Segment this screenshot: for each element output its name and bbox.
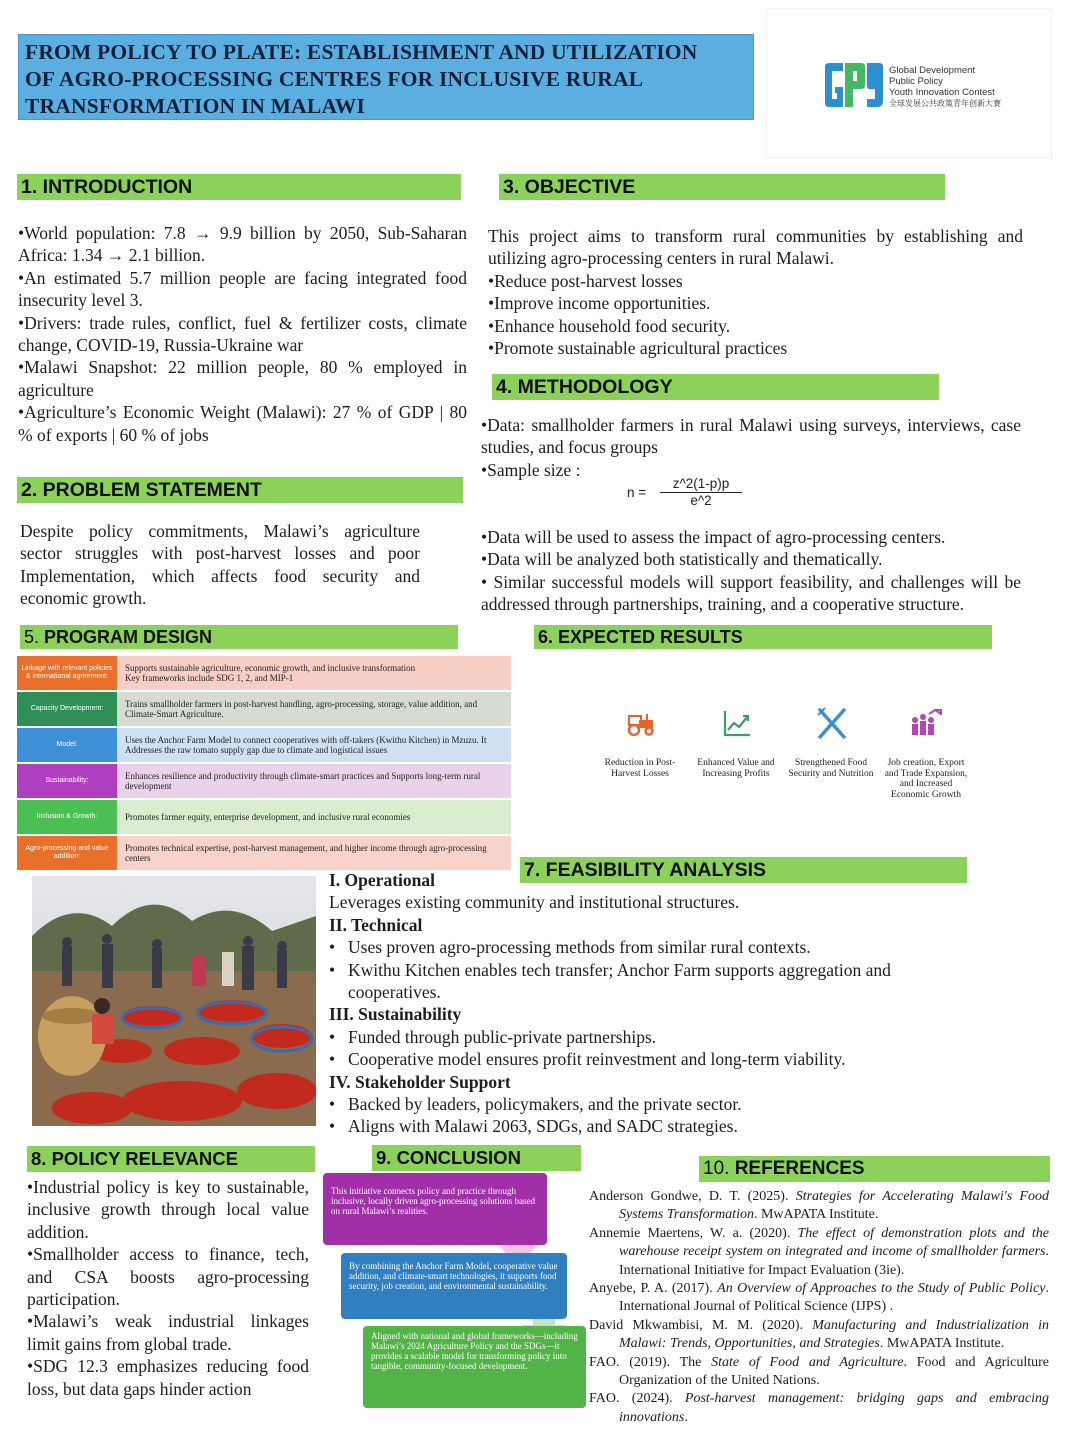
program-row	[17, 800, 511, 834]
tractor-icon	[625, 708, 657, 738]
program-row-text: Promotes technical expertise, post-harvest management, and higher income through agro-processing centers	[117, 836, 511, 870]
reference-item: Anyebe, P. A. (2017). An Overview of Approaches to the Study of Public Policy. International Journal of Political Science (IJPS) .	[589, 1281, 1049, 1315]
program-row-text: Trains smallholder farmers in post-harvest handling, agro-processing, storage, value addition, and Climate-Smart Agriculture.	[117, 692, 511, 726]
program-row	[17, 728, 511, 762]
sample-size-formula: n = z^2(1-p)p e^2	[627, 476, 757, 510]
objective-body: This project aims to transform rural communities by establishing and utilizing agro-processing centers in rural Malawi. •Reduce post-harvest losses •Improve income opportunities. •Enhance household food security. •Promote sustainable agricultural practices	[488, 226, 1023, 359]
conclusion-header: 9. CONCLUSION	[372, 1145, 581, 1171]
poster-title	[18, 34, 754, 120]
program-header: 5. PROGRAM DESIGN	[20, 625, 458, 649]
conclusion-box-3: Aligned with national and global frameworks—including Malawi’s 2024 Agriculture Policy and the SDGs—it provides a scalable model for transforming policy into tangible, community-focused development.	[363, 1326, 586, 1408]
results-header: 6. EXPECTED RESULTS	[534, 625, 992, 649]
program-row-label: Linkage with relevant policies & international agreement:	[17, 656, 117, 690]
program-row-label: Agro-processing and value addition:	[17, 836, 117, 870]
methodology-header: 4. METHODOLOGY	[492, 374, 939, 400]
feasibility-body: I. Operational Leverages existing community and institutional structures. II. Technical • Uses proven agro-processing methods from similar rural contexts. • Kwithu Kitchen enables tech transfer; Anchor Farm supports aggregation and cooperatives. III. Sustainability • Funded through public-private partnerships. • Cooperative model ensures profit reinvestment and long-term viability. IV. Stakeholder Support • Backed by leaders, policymakers, and the private sector. • Aligns with Malawi 2063, SDGs, and SADC strategies.	[329, 869, 949, 1138]
problem-body: Despite policy commitments, Malawi’s agriculture sector struggles with post-harvest losses and poor Implementation, which affects food security and economic growth.	[20, 521, 420, 609]
methodology-body-bottom: •Data will be used to assess the impact of agro-processing centers. •Data will be analyzed both statistically and thematically. • Similar successful models will support feasibility, and challenges will be addressed through partnerships, training, and a cooperative structure.	[481, 527, 1021, 615]
problem-header: 2. PROBLEM STATEMENT	[17, 477, 463, 503]
program-row-text: Promotes farmer equity, enterprise development, and inclusive rural economies	[117, 800, 511, 834]
feasibility-header: 7. FEASIBILITY ANALYSIS	[520, 857, 967, 883]
result-label-3: Strengthened Food Security and Nutrition	[788, 758, 874, 779]
logo-text: Global Development Public Policy Youth Innovation Contest 全球发展公共政策青年创新大赛	[889, 65, 1001, 108]
conclusion-box-2: By combining the Anchor Farm Model, cooperative value addition, and climate-smart technologies, it supports food security, job creation, and environmental sustainability.	[341, 1253, 567, 1319]
program-row-text: Enhances resilience and productivity through climate-smart practices and Supports long-term rural development	[117, 764, 511, 798]
reference-item: FAO. (2019). The State of Food and Agriculture. Food and Agriculture Organization of the United Nations.	[589, 1354, 1049, 1389]
result-label-1: Reduction in Post-Harvest Losses	[604, 758, 676, 779]
program-row-label: Inclusion & Growth:	[17, 800, 117, 834]
result-label-2: Enhanced Value and Increasing Profits	[697, 758, 775, 779]
result-label-4: Job creation, Export and Trade Expansion, and Increased Economic Growth	[884, 758, 968, 800]
tomato-market-image	[32, 876, 316, 1126]
program-design-table	[17, 656, 511, 872]
methodology-body-top: •Data: smallholder farmers in rural Malawi using surveys, interviews, case studies, and focus groups •Sample size :	[481, 415, 1021, 480]
program-row-label: Capacity Development:	[17, 692, 117, 726]
reference-item: FAO. (2024). Post-harvest management: bridging gaps and embracing innovations.	[589, 1391, 1049, 1425]
program-row-text: Uses the Anchor Farm Model to connect cooperatives with off-takers (Kwithu Kitchen) in Mzuzu. It Addresses the raw tomato supply gap due to climate and logistical issues	[117, 728, 511, 762]
tomato-market-photo	[32, 876, 316, 1126]
references-header: 10. REFERENCES	[699, 1156, 1050, 1182]
program-row	[17, 764, 511, 798]
introduction-header: 1. INTRODUCTION	[17, 174, 461, 200]
reference-item: Annemie Maertens, W. a. (2020). The effect of demonstration plots and the warehouse receipt system on integrated and income of smallholder farmers. International Initiative for Impact Evaluation (3ie).	[589, 1225, 1050, 1278]
title-line-3: TRANSFORMATION IN MALAWI	[25, 94, 366, 118]
program-row-label: Sustainability:	[17, 764, 117, 798]
objective-header: 3. OBJECTIVE	[499, 174, 945, 200]
program-row-text: Supports sustainable agriculture, economic growth, and inclusive transformation Key frameworks include SDG 1, 2, and MIP-1	[117, 656, 511, 690]
references-list	[589, 1188, 1049, 1427]
utensils-icon	[816, 706, 848, 740]
introduction-body: •World population: 7.8 → 9.9 billion by 2050, Sub-Saharan Africa: 1.34 → 2.1 billion. •An estimated 5.7 million people are facing integrated food insecurity level 3. •Drivers: trade rules, conflict, fuel & fertilizer costs, climate change, COVID-19, Russia-Ukraine war •Malawi Snapshot: 22 million people, 80 % employed in agriculture •Agriculture’s Economic Weight (Malawi): 27 % of GDP | 80 % of exports | 60 % of jobs	[18, 223, 467, 445]
policy-body: •Industrial policy is key to sustainable, inclusive growth through local value addition. •Smallholder access to finance, tech, and CSA boosts agro-processing participation. •Malawi’s weak industrial linkages limit gains from global trade. •SDG 12.3 emphasizes reducing food loss, but data gaps hinder action	[27, 1177, 309, 1399]
title-line-1: FROM POLICY TO PLATE: ESTABLISHMENT AND UTILIZATION	[25, 40, 698, 64]
chart-icon	[722, 708, 752, 738]
people-growth-icon	[909, 708, 943, 738]
reference-item: David Mkwambisi, M. M. (2020). Manufacturing and Industrialization in Malawi: Trends, Opportunities, and Strategies. MwAPATA Institute.	[589, 1317, 1050, 1352]
conclusion-box-1: This initiative connects policy and practice through inclusive, locally driven agro-processing solutions based on rural Malawi’s realities.	[323, 1173, 547, 1245]
gpp-logo-icon	[823, 57, 885, 113]
program-row	[17, 836, 511, 870]
program-row	[17, 692, 511, 726]
program-row-label: Model:	[17, 728, 117, 762]
program-row	[17, 656, 511, 690]
reference-item: Anderson Gondwe, D. T. (2025). Strategies for Accelerating Malawi's Food Systems Transformation. MwAPATA Institute.	[589, 1189, 1049, 1223]
logo-panel	[766, 8, 1052, 158]
policy-header: 8. POLICY RELEVANCE	[27, 1146, 315, 1172]
title-line-2: OF AGRO-PROCESSING CENTRES FOR INCLUSIVE RURAL	[25, 67, 644, 91]
